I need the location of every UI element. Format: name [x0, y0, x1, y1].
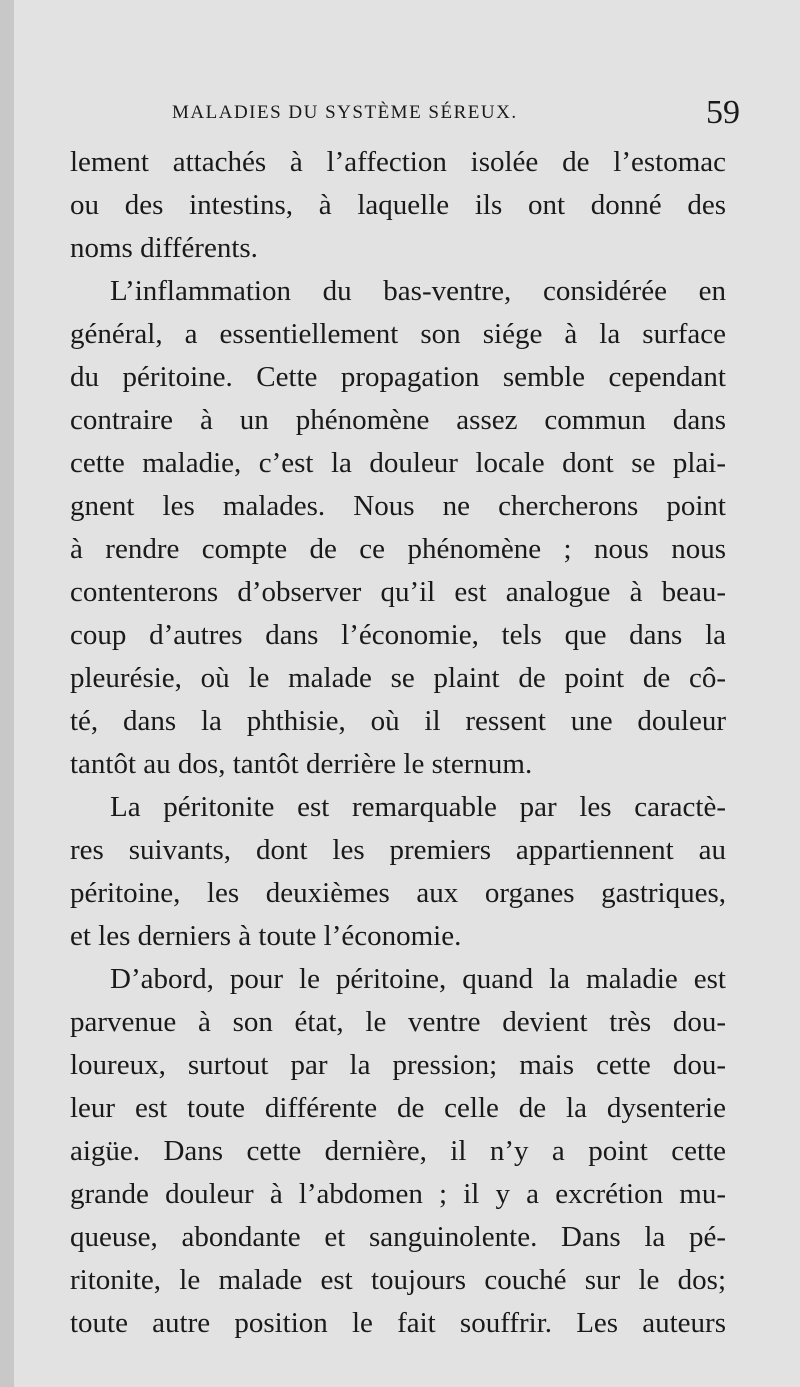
- page-edge: [0, 0, 14, 1387]
- running-head: MALADIES DU SYSTÈME SÉREUX.: [172, 102, 518, 123]
- text-line: aigüe. Dans cette dernière, il n’y a point cette: [70, 1135, 726, 1167]
- text-line: coup d’autres dans l’économie, tels que dans la: [70, 619, 726, 651]
- text-line: gnent les malades. Nous ne chercherons point: [70, 490, 726, 522]
- text-line: queuse, abondante et sanguinolente. Dans la pé-: [70, 1221, 726, 1253]
- text-line: loureux, surtout par la pression; mais cette dou-: [70, 1049, 726, 1081]
- text-line: du péritoine. Cette propagation semble cependant: [70, 361, 726, 393]
- text-line: res suivants, dont les premiers appartiennent au: [70, 834, 726, 866]
- paragraph-first-line: L’inflammation du bas-ventre, considérée en: [110, 275, 726, 307]
- text-line: péritoine, les deuxièmes aux organes gastriques,: [70, 877, 726, 909]
- text-line: général, a essentiellement son siége à la surface: [70, 318, 726, 350]
- text-line: grande douleur à l’abdomen ; il y a excrétion mu-: [70, 1178, 726, 1210]
- text-line: parvenue à son état, le ventre devient très dou-: [70, 1006, 726, 1038]
- page-header: [70, 94, 740, 131]
- text-line: lement attachés à l’affection isolée de l’estomac: [70, 146, 726, 178]
- text-line: contenterons d’observer qu’il est analogue à beau-: [70, 576, 726, 608]
- book-page: [14, 0, 800, 1387]
- page-number: 59: [706, 94, 740, 131]
- text-line: té, dans la phthisie, où il ressent une douleur: [70, 705, 726, 737]
- text-line: noms différents.: [70, 232, 258, 264]
- body-text: [70, 141, 726, 1345]
- text-line: ritonite, le malade est toujours couché sur le dos;: [70, 1264, 726, 1296]
- paragraph-first-line: La péritonite est remarquable par les caractè-: [110, 791, 726, 823]
- text-line: cette maladie, c’est la douleur locale dont se plai-: [70, 447, 726, 479]
- text-line: leur est toute différente de celle de la dysenterie: [70, 1092, 726, 1124]
- text-line: et les derniers à toute l’économie.: [70, 920, 462, 952]
- text-line: tantôt au dos, tantôt derrière le sternum.: [70, 748, 533, 780]
- text-line: toute autre position le fait souffrir. Les auteurs: [70, 1307, 726, 1339]
- text-line: à rendre compte de ce phénomène ; nous nous: [70, 533, 726, 565]
- text-line: pleurésie, où le malade se plaint de point de cô-: [70, 662, 726, 694]
- text-line: ou des intestins, à laquelle ils ont donné des: [70, 189, 726, 221]
- text-line: contraire à un phénomène assez commun dans: [70, 404, 726, 436]
- paragraph-first-line: D’abord, pour le péritoine, quand la maladie est: [110, 963, 726, 995]
